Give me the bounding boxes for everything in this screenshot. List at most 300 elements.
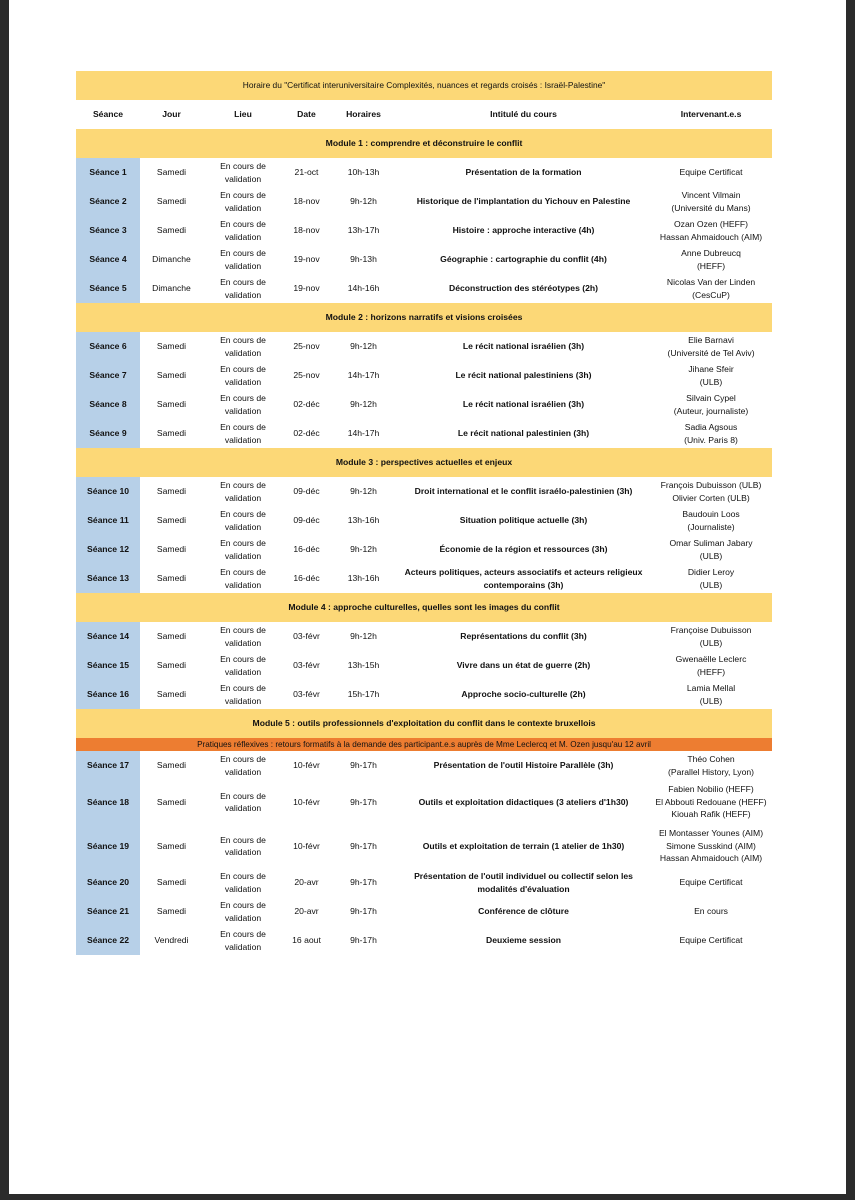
session-hours: 9h-17h bbox=[350, 840, 377, 851]
module-row bbox=[76, 448, 772, 477]
session-date: 18-nov bbox=[293, 196, 320, 207]
session-location bbox=[203, 216, 283, 245]
line: validation bbox=[224, 803, 262, 813]
session-course bbox=[397, 651, 650, 680]
session-number: Séance 20 bbox=[76, 868, 140, 897]
session-speakers bbox=[650, 651, 772, 680]
session-hours: 9h-17h bbox=[350, 906, 377, 917]
line: En cours de bbox=[220, 161, 266, 171]
line: Fabien Nobilio (HEFF) bbox=[668, 784, 754, 795]
session-day: Samedi bbox=[156, 760, 187, 771]
session-speakers bbox=[650, 824, 772, 868]
line: Equipe Certificat bbox=[679, 167, 743, 178]
session-row bbox=[76, 477, 772, 506]
session-date: 02-déc bbox=[293, 399, 320, 410]
session-date: 10-févr bbox=[293, 796, 320, 807]
session-day: Samedi bbox=[156, 167, 187, 178]
line: En cours de bbox=[220, 834, 266, 845]
session-row bbox=[76, 332, 772, 361]
session-location bbox=[203, 506, 283, 535]
session-speakers bbox=[650, 897, 772, 926]
line: (Auteur, journaliste) bbox=[673, 405, 749, 416]
line: El Abbouti Redouane (HEFF) bbox=[655, 796, 767, 807]
session-location bbox=[203, 824, 283, 868]
module-title: Module 1 : comprendre et déconstruire le conflit bbox=[76, 129, 772, 158]
session-hours: 13h-16h bbox=[347, 573, 380, 584]
line: Omar Suliman Jabary bbox=[669, 538, 753, 548]
line: validation bbox=[224, 405, 262, 416]
line: validation bbox=[224, 550, 262, 561]
session-date: 16 aout bbox=[292, 935, 321, 946]
session-date: 10-févr bbox=[293, 760, 320, 771]
line: Baudouin Loos bbox=[682, 509, 740, 519]
session-course bbox=[397, 824, 650, 868]
session-hours: 9h-12h bbox=[350, 399, 377, 410]
line: validation bbox=[224, 766, 262, 777]
line: Droit international et le conflit israélo-palestinien (3h) bbox=[414, 486, 633, 497]
session-course bbox=[397, 419, 650, 448]
line: (Université du Mans) bbox=[671, 202, 751, 213]
line: Histoire : approche interactive (4h) bbox=[452, 225, 595, 236]
session-date: 20-avr bbox=[294, 877, 319, 888]
line: validation bbox=[224, 941, 262, 952]
session-day: Samedi bbox=[156, 515, 187, 526]
session-number: Séance 16 bbox=[76, 680, 140, 709]
session-hours: 13h-16h bbox=[347, 515, 380, 526]
session-number: Séance 5 bbox=[76, 274, 140, 303]
line: François Dubuisson (ULB) bbox=[660, 480, 762, 490]
line: (ULB) bbox=[699, 550, 723, 561]
line: Elie Barnavi bbox=[688, 335, 734, 345]
module-row bbox=[76, 129, 772, 158]
session-day: Samedi bbox=[156, 796, 187, 807]
session-row bbox=[76, 897, 772, 926]
session-hours: 9h-17h bbox=[350, 935, 377, 946]
line: validation bbox=[224, 695, 262, 706]
line: Situation politique actuelle (3h) bbox=[459, 515, 588, 526]
session-course bbox=[397, 274, 650, 303]
session-course bbox=[397, 780, 650, 824]
session-hours: 9h-12h bbox=[350, 631, 377, 642]
session-date: 02-déc bbox=[293, 428, 320, 439]
line: (CesCuP) bbox=[692, 289, 730, 300]
line: Nicolas Van der Linden bbox=[666, 277, 756, 287]
line: En cours de bbox=[220, 219, 266, 229]
line: Hassan Ahmaidouch (AIM) bbox=[659, 853, 763, 864]
line: validation bbox=[224, 492, 262, 503]
session-day: Samedi bbox=[156, 660, 187, 671]
session-date: 10-févr bbox=[293, 840, 320, 851]
line: Lamia Mellal bbox=[686, 683, 736, 693]
session-number: Séance 8 bbox=[76, 390, 140, 419]
session-location bbox=[203, 274, 283, 303]
session-row bbox=[76, 187, 772, 216]
session-location bbox=[203, 622, 283, 651]
session-date: 21-oct bbox=[294, 167, 319, 178]
session-date: 03-févr bbox=[293, 660, 320, 671]
line: (ULB) bbox=[699, 579, 723, 590]
session-date: 03-févr bbox=[293, 631, 320, 642]
session-row bbox=[76, 274, 772, 303]
line: En cours de bbox=[220, 190, 266, 200]
schedule-sheet bbox=[76, 71, 772, 955]
line: validation bbox=[224, 883, 262, 894]
session-speakers bbox=[650, 419, 772, 448]
session-number: Séance 13 bbox=[76, 564, 140, 593]
session-location bbox=[203, 680, 283, 709]
session-speakers bbox=[650, 926, 772, 955]
module-row bbox=[76, 593, 772, 622]
line: En cours de bbox=[220, 900, 266, 910]
line: En cours de bbox=[220, 754, 266, 764]
line: En cours de bbox=[220, 625, 266, 635]
session-row bbox=[76, 780, 772, 824]
session-location bbox=[203, 390, 283, 419]
session-row bbox=[76, 535, 772, 564]
session-course bbox=[397, 216, 650, 245]
session-course bbox=[397, 897, 650, 926]
line: (ULB) bbox=[699, 695, 723, 706]
line: validation bbox=[224, 666, 262, 677]
line: validation bbox=[224, 289, 262, 300]
line: En cours de bbox=[220, 393, 266, 403]
line: En cours de bbox=[220, 567, 266, 577]
session-hours: 14h-16h bbox=[347, 283, 380, 294]
session-speakers bbox=[650, 680, 772, 709]
line: Acteurs politiques, acteurs associatifs et acteurs religieux bbox=[404, 567, 643, 577]
session-day: Samedi bbox=[156, 906, 187, 917]
line: validation bbox=[224, 521, 262, 532]
line: En cours de bbox=[220, 683, 266, 693]
header-date: Date bbox=[297, 109, 316, 120]
session-speakers bbox=[650, 332, 772, 361]
session-day: Samedi bbox=[156, 689, 187, 700]
session-hours: 15h-17h bbox=[347, 689, 380, 700]
line: Vivre dans un état de guerre (2h) bbox=[456, 660, 591, 671]
session-course bbox=[397, 390, 650, 419]
session-date: 16-déc bbox=[293, 573, 320, 584]
line: validation bbox=[224, 260, 262, 271]
session-location bbox=[203, 751, 283, 780]
line: El Montasser Younes (AIM) bbox=[658, 828, 764, 839]
session-hours: 9h-17h bbox=[350, 877, 377, 888]
document-title: Horaire du "Certificat interuniversitaire Complexités, nuances et regards croisés : Israël-Palestine" bbox=[76, 71, 772, 100]
line: Conférence de clôture bbox=[478, 906, 569, 917]
session-date: 09-déc bbox=[293, 486, 320, 497]
session-number: Séance 18 bbox=[76, 780, 140, 824]
line: Le récit national palestinien (3h) bbox=[457, 428, 590, 439]
session-course bbox=[397, 506, 650, 535]
session-location bbox=[203, 187, 283, 216]
session-location bbox=[203, 158, 283, 187]
session-day: Samedi bbox=[156, 877, 187, 888]
scan-edge-left bbox=[0, 0, 9, 1200]
line: Kiouah Rafik (HEFF) bbox=[671, 809, 751, 820]
session-day: Samedi bbox=[156, 370, 187, 381]
schedule-table bbox=[76, 71, 772, 955]
session-hours: 9h-12h bbox=[350, 544, 377, 555]
banner-row bbox=[76, 738, 772, 751]
line: validation bbox=[224, 231, 262, 242]
session-date: 25-nov bbox=[293, 341, 320, 352]
title-row bbox=[76, 71, 772, 100]
line: Outils et exploitation didactiques (3 ateliers d'1h30) bbox=[418, 796, 629, 807]
session-course bbox=[397, 926, 650, 955]
session-course bbox=[397, 158, 650, 187]
session-hours: 9h-12h bbox=[350, 196, 377, 207]
line: validation bbox=[224, 347, 262, 358]
session-speakers bbox=[650, 780, 772, 824]
module-title: Module 5 : outils professionnels d'exploitation du conflit dans le contexte bruxellois bbox=[76, 709, 772, 738]
session-date: 19-nov bbox=[293, 283, 320, 294]
line: Hassan Ahmaidouch (AIM) bbox=[659, 231, 763, 242]
session-location bbox=[203, 477, 283, 506]
session-location bbox=[203, 926, 283, 955]
session-day: Dimanche bbox=[152, 254, 191, 265]
session-course bbox=[397, 332, 650, 361]
line: (Univ. Paris 8) bbox=[684, 434, 738, 445]
line: Olivier Corten (ULB) bbox=[672, 492, 750, 503]
session-day: Vendredi bbox=[154, 935, 189, 946]
line: (Parallel History, Lyon) bbox=[668, 766, 754, 777]
line: En cours de bbox=[220, 335, 266, 345]
session-row bbox=[76, 824, 772, 868]
line: Le récit national israélien (3h) bbox=[462, 341, 585, 352]
line: Outils et exploitation de terrain (1 atelier de 1h30) bbox=[422, 840, 625, 851]
session-number: Séance 10 bbox=[76, 477, 140, 506]
session-location bbox=[203, 651, 283, 680]
session-row bbox=[76, 680, 772, 709]
session-row bbox=[76, 622, 772, 651]
line: En cours de bbox=[220, 929, 266, 939]
session-date: 20-avr bbox=[294, 906, 319, 917]
line: En cours de bbox=[220, 248, 266, 258]
session-speakers bbox=[650, 274, 772, 303]
session-hours: 9h-13h bbox=[350, 254, 377, 265]
session-date: 19-nov bbox=[293, 254, 320, 265]
session-location bbox=[203, 361, 283, 390]
line: Ozan Ozen (HEFF) bbox=[674, 219, 749, 229]
session-row bbox=[76, 564, 772, 593]
session-speakers bbox=[650, 868, 772, 897]
session-location bbox=[203, 780, 283, 824]
session-course bbox=[397, 680, 650, 709]
header-horaires: Horaires bbox=[346, 109, 381, 120]
session-row bbox=[76, 245, 772, 274]
session-hours: 9h-12h bbox=[350, 486, 377, 497]
session-number: Séance 6 bbox=[76, 332, 140, 361]
session-date: 16-déc bbox=[293, 544, 320, 555]
session-date: 03-févr bbox=[293, 689, 320, 700]
line: Historique de l'implantation du Yichouv en Palestine bbox=[416, 196, 631, 207]
session-speakers bbox=[650, 535, 772, 564]
reflexive-practice-banner: Pratiques réflexives : retours formatifs à la demande des participant.e.s auprès de Mme Leclercq et M. Ozen jusqu'au 12 avril bbox=[76, 738, 772, 751]
session-row bbox=[76, 751, 772, 780]
session-location bbox=[203, 535, 283, 564]
session-day: Samedi bbox=[156, 631, 187, 642]
session-location bbox=[203, 897, 283, 926]
line: validation bbox=[224, 912, 262, 923]
line: validation bbox=[224, 376, 262, 387]
line: En cours de bbox=[220, 790, 266, 801]
session-number: Séance 14 bbox=[76, 622, 140, 651]
session-number: Séance 15 bbox=[76, 651, 140, 680]
session-date: 25-nov bbox=[293, 370, 320, 381]
scan-edge-bottom bbox=[0, 1194, 855, 1200]
session-row bbox=[76, 158, 772, 187]
session-speakers bbox=[650, 622, 772, 651]
session-day: Samedi bbox=[156, 573, 187, 584]
session-row bbox=[76, 868, 772, 897]
session-day: Samedi bbox=[156, 341, 187, 352]
session-course bbox=[397, 535, 650, 564]
line: Sadia Agsous bbox=[684, 422, 738, 432]
session-speakers bbox=[650, 564, 772, 593]
header-lieu: Lieu bbox=[234, 109, 252, 120]
line: Théo Cohen bbox=[687, 754, 735, 764]
line: modalités d'évaluation bbox=[477, 883, 570, 894]
session-row bbox=[76, 361, 772, 390]
session-hours: 14h-17h bbox=[347, 370, 380, 381]
header-row bbox=[76, 100, 772, 129]
session-hours: 9h-12h bbox=[350, 341, 377, 352]
line: En cours de bbox=[220, 277, 266, 287]
line: Equipe Certificat bbox=[679, 935, 743, 946]
line: Silvain Cypel bbox=[686, 393, 736, 403]
line: (HEFF) bbox=[696, 666, 726, 677]
module-row bbox=[76, 303, 772, 332]
session-hours: 9h-17h bbox=[350, 796, 377, 807]
line: Françoise Dubuisson bbox=[670, 625, 752, 635]
session-number: Séance 11 bbox=[76, 506, 140, 535]
session-course bbox=[397, 361, 650, 390]
line: (Journaliste) bbox=[687, 521, 735, 532]
session-speakers bbox=[650, 158, 772, 187]
session-number: Séance 22 bbox=[76, 926, 140, 955]
session-number: Séance 21 bbox=[76, 897, 140, 926]
session-row bbox=[76, 506, 772, 535]
session-speakers bbox=[650, 245, 772, 274]
session-number: Séance 4 bbox=[76, 245, 140, 274]
line: Anne Dubreucq bbox=[681, 248, 741, 258]
session-number: Séance 9 bbox=[76, 419, 140, 448]
line: En cours de bbox=[220, 364, 266, 374]
session-day: Samedi bbox=[156, 428, 187, 439]
line: Présentation de l'outil Histoire Parallèle (3h) bbox=[433, 760, 614, 771]
session-location bbox=[203, 868, 283, 897]
line: Vincent Vilmain bbox=[681, 190, 741, 200]
line: Économie de la région et ressources (3h) bbox=[439, 544, 608, 555]
line: Deuxieme session bbox=[486, 935, 561, 946]
module-title: Module 2 : horizons narratifs et visions croisées bbox=[76, 303, 772, 332]
session-course bbox=[397, 564, 650, 593]
line: (ULB) bbox=[699, 376, 723, 387]
session-row bbox=[76, 216, 772, 245]
line: Gwenaëlle Leclerc bbox=[675, 654, 747, 664]
session-speakers bbox=[650, 390, 772, 419]
session-day: Samedi bbox=[156, 544, 187, 555]
session-hours: 13h-15h bbox=[347, 660, 380, 671]
session-speakers bbox=[650, 506, 772, 535]
line: Représentations du conflit (3h) bbox=[460, 631, 587, 642]
header-seance: Séance bbox=[92, 109, 124, 120]
session-number: Séance 1 bbox=[76, 158, 140, 187]
session-number: Séance 19 bbox=[76, 824, 140, 868]
session-speakers bbox=[650, 751, 772, 780]
line: Le récit national palestiniens (3h) bbox=[455, 370, 592, 381]
header-intervenants: Intervenant.e.s bbox=[680, 109, 742, 120]
line: Présentation de l'outil individuel ou collectif selon les bbox=[414, 871, 633, 881]
line: (HEFF) bbox=[696, 260, 726, 271]
line: (Université de Tel Aviv) bbox=[667, 347, 755, 358]
session-row bbox=[76, 926, 772, 955]
line: Equipe Certificat bbox=[679, 877, 743, 888]
session-number: Séance 2 bbox=[76, 187, 140, 216]
line: validation bbox=[224, 637, 262, 648]
session-row bbox=[76, 651, 772, 680]
session-course bbox=[397, 751, 650, 780]
session-number: Séance 7 bbox=[76, 361, 140, 390]
line: Simone Susskind (AIM) bbox=[666, 840, 756, 851]
line: En cours de bbox=[220, 480, 266, 490]
session-day: Samedi bbox=[156, 399, 187, 410]
line: En cours de bbox=[220, 422, 266, 432]
line: Le récit national israélien (3h) bbox=[462, 399, 585, 410]
session-course bbox=[397, 868, 650, 897]
header-jour: Jour bbox=[162, 109, 181, 120]
session-course bbox=[397, 622, 650, 651]
session-number: Séance 12 bbox=[76, 535, 140, 564]
session-location bbox=[203, 332, 283, 361]
line: En cours bbox=[694, 906, 728, 917]
session-course bbox=[397, 477, 650, 506]
line: validation bbox=[224, 579, 262, 590]
session-hours: 9h-17h bbox=[350, 760, 377, 771]
line: Déconstruction des stéréotypes (2h) bbox=[449, 283, 598, 294]
session-speakers bbox=[650, 477, 772, 506]
session-number: Séance 3 bbox=[76, 216, 140, 245]
session-location bbox=[203, 419, 283, 448]
session-course bbox=[397, 245, 650, 274]
session-row bbox=[76, 390, 772, 419]
session-row bbox=[76, 419, 772, 448]
line: Jihane Sfeir bbox=[688, 364, 734, 374]
session-hours: 14h-17h bbox=[347, 428, 380, 439]
session-speakers bbox=[650, 187, 772, 216]
line: Présentation de la formation bbox=[465, 167, 582, 178]
module-title: Module 3 : perspectives actuelles et enjeux bbox=[76, 448, 772, 477]
line: En cours de bbox=[220, 509, 266, 519]
session-hours: 10h-13h bbox=[347, 167, 380, 178]
session-day: Samedi bbox=[156, 225, 187, 236]
module-title: Module 4 : approche culturelles, quelles sont les images du conflit bbox=[76, 593, 772, 622]
line: Didier Leroy bbox=[687, 567, 735, 577]
line: Géographie : cartographie du conflit (4h) bbox=[440, 254, 607, 265]
line: En cours de bbox=[220, 871, 266, 881]
line: validation bbox=[224, 173, 262, 184]
session-course bbox=[397, 187, 650, 216]
session-date: 18-nov bbox=[293, 225, 320, 236]
line: En cours de bbox=[220, 654, 266, 664]
line: (ULB) bbox=[699, 637, 723, 648]
module-row bbox=[76, 709, 772, 738]
line: validation bbox=[224, 434, 262, 445]
session-number: Séance 17 bbox=[76, 751, 140, 780]
line: En cours de bbox=[220, 538, 266, 548]
header-intitule: Intitulé du cours bbox=[490, 109, 557, 120]
line: validation bbox=[224, 847, 262, 857]
session-location bbox=[203, 564, 283, 593]
